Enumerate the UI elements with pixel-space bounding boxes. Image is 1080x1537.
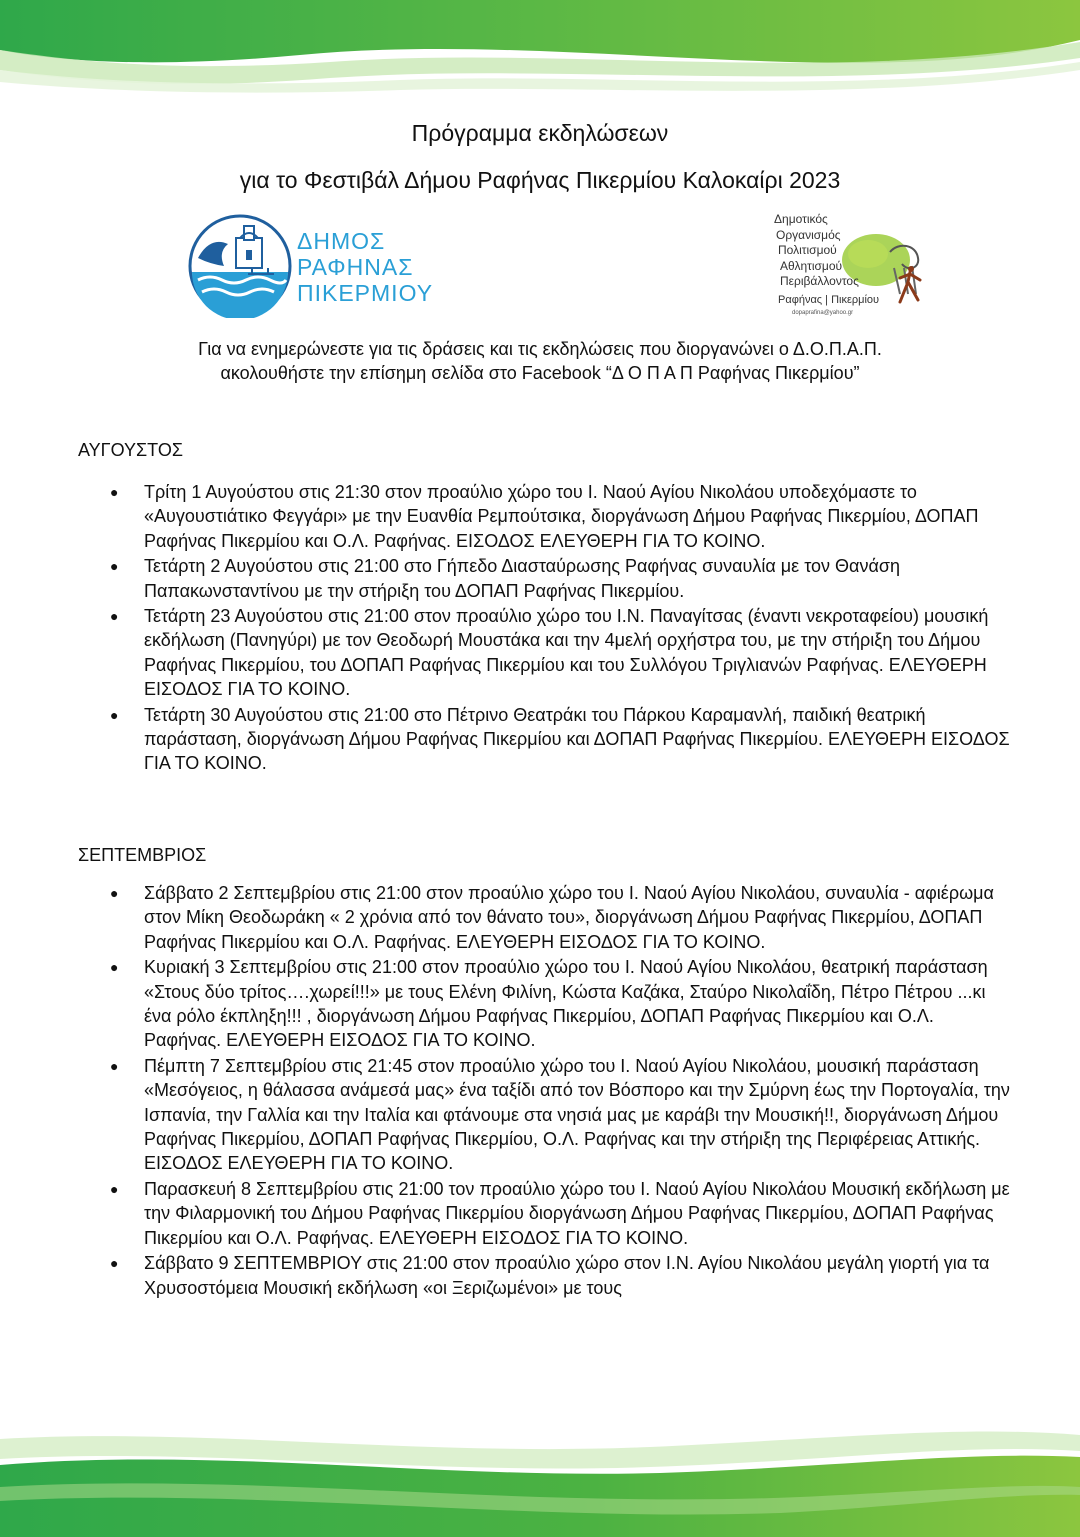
municipality-logo — [188, 212, 458, 322]
bullet-icon: ● — [110, 608, 119, 625]
dopap-town: Ραφήνας | Πικερμίου — [778, 294, 880, 306]
event-text: Τετάρτη 30 Αυγούστου στις 21:00 στο Πέτρινο Θεατράκι του Πάρκου Καραμανλή, παιδική θεατρική παράσταση, διοργάνωση Δήμου Ραφήνας Πικερμίου και ΔΟΠΑΠ Ραφήνας Πικερμίου. ΕΛΕΥΘΕΡΗ ΕΙΣΟΔΟΣ ΓΙΑ ΤΟ ΚΟΙΝΟ. — [144, 704, 1010, 774]
dopap-line: Δημοτικός — [774, 212, 828, 226]
page-title: Πρόγραμμα εκδηλώσεων — [411, 120, 669, 146]
municipality-name-line1: ΔΗΜΟΣ — [297, 228, 386, 254]
page-subtitle: για το Φεστιβάλ Δήμου Ραφήνας Πικερμίου Καλοκαίρι 2023 — [239, 167, 841, 193]
municipality-emblem-icon — [188, 214, 292, 318]
event-text: Τετάρτη 2 Αυγούστου στις 21:00 στο Γήπεδο Διασταύρωσης Ραφήνας συναυλία με τον Θανάση Παπακωνσταντίνου με την στήριξη του ΔΟΠΑΠ Ραφήνας Πικερμίου. — [144, 556, 900, 601]
event-text: Σάββατο 9 ΣΕΠΤΕΜΒΡΙΟΥ στις 21:00 στον προαύλιο χώρο στον Ι.Ν. Αγίου Νικολάου μεγάλη γιορτή για τα Χρυσοστόμεια Μουσική εκδήλωση «οι Ξεριζωμένοι» με τους — [144, 1253, 990, 1298]
event-text: Σάββατο 2 Σεπτεμβρίου στις 21:00 στον προαύλιο χώρο του Ι. Ναού Αγίου Νικολάου, συναυλία - αφιέρωμα στον Μίκη Θεοδωράκη « 2 χρόνια από τον θάνατο του», διοργάνωση Δήμου Ραφήνας Πικερμίου, ΔΟΠΑΠ Ραφήνας Πικερμίου και Ο.Λ. Ραφήνας. ΕΛΕΥΘΕΡΗ ΕΙΣΟΔΟΣ ΓΙΑ ΤΟ ΚΟΙΝΟ. — [144, 883, 994, 952]
bottom-wave-decoration — [0, 1417, 1080, 1537]
bullet-icon: ● — [110, 1057, 119, 1074]
event-item — [110, 1054, 1010, 1176]
top-wave-decoration — [0, 0, 1080, 100]
event-item — [110, 881, 1010, 954]
bullet-icon: ● — [110, 959, 119, 976]
dopap-line: Οργανισμός — [776, 227, 841, 242]
municipality-name-line2: ΡΑΦΗΝΑΣ — [297, 254, 414, 280]
municipality-name-line3: ΠΙΚΕΡΜΙΟΥ — [297, 280, 434, 306]
dopap-logo — [774, 206, 934, 322]
event-item — [110, 955, 1010, 1053]
event-text: Κυριακή 3 Σεπτεμβρίου στις 21:00 στον προαύλιο χώρο του Ι. Ναού Αγίου Νικολάου, θεατρική παράσταση «Στους δύο τρίτος….χωρεί!!!» με τους Ελένη Φιλίνη, Κώστα Καζάκα, Σταύρο Νικολαΐδη, Πέτρο Πέτρου ...κι ένα ρόλο έκπληξη!!! , διοργάνωση Δήμου Ραφήνας Πικερμίου, ΔΟΠΑΠ Ραφήνας Πικερμίου και Ο.Λ. Ραφήνας. ΕΛΕΥΘΕΡΗ ΕΙΣΟΔΟΣ ΓΙΑ ΤΟ ΚΟΙΝΟ. — [144, 957, 988, 1051]
dopap-name — [774, 212, 859, 290]
dopap-email: dopaprafina@yahoo.gr — [792, 310, 854, 316]
september-events-list — [110, 881, 1010, 1301]
event-item — [110, 480, 1010, 553]
dopap-line: Περιβάλλοντος — [780, 274, 859, 288]
august-events-list — [110, 480, 1010, 777]
dopap-line: Πολιτισμού — [778, 243, 837, 257]
event-item — [110, 1177, 1010, 1250]
bullet-icon: ● — [110, 885, 119, 901]
event-item — [110, 604, 1010, 702]
intro-line-2: ακολουθήστε την επίσημη σελίδα στο Facebook “Δ Ο Π Α Π Ραφήνας Πικερμίου” — [220, 363, 860, 383]
event-item — [110, 703, 1010, 776]
month-heading-september: ΣΕΠΤΕΜΒΡΙΟΣ — [78, 845, 207, 865]
event-item — [110, 554, 1010, 603]
bullet-icon: ● — [110, 1255, 119, 1272]
event-text: Τρίτη 1 Αυγούστου στις 21:30 στον προαύλιο χώρο του Ι. Ναού Αγίου Νικολάου υποδεχόμαστε το «Αυγουστιάτικο Φεγγάρι» με την Ευανθία Ρεμπούτσικα, διοργάνωση Δήμου Ραφήνας Πικερμίου, ΔΟΠΑΠ Ραφήνας Πικερμίου και Ο.Λ. Ραφήνας. ΕΙΣΟΔΟΣ ΕΛΕΥΘΕΡΗ ΓΙΑ ΤΟ ΚΟΙΝΟ. — [144, 482, 979, 551]
month-heading-august: ΑΥΓΟΥΣΤΟΣ — [78, 440, 183, 460]
intro-line-1: Για να ενημερώνεστε για τις δράσεις και τις εκδηλώσεις που διοργανώνει ο Δ.Ο.Π.Α.Π. — [198, 339, 882, 359]
event-text: Πέμπτη 7 Σεπτεμβρίου στις 21:45 στον προαύλιο χώρο του Ι. Ναού Αγίου Νικολάου, μουσική παράσταση «Μεσόγειος, η θάλασσα ανάμεσά μας» ένα ταξίδι από τον Βόσπορο και την Σμύρνη έως την Πορτογαλία, την Ισπανία, την Γαλλία και την Ιταλία και φτάνουμε στα νησιά μας με καράβι την Μουσική!!, διοργάνωση Δήμου Ραφήνας Πικερμίου, ΔΟΠΑΠ Ραφήνας Πικερμίου, Ο.Λ. Ραφήνας και την στήριξη της Περιφέρειας Αττικής. ΕΙΣΟΔΟΣ ΕΛΕΥΘΕΡΗ ΓΙΑ ΤΟ ΚΟΙΝΟ. — [144, 1055, 1010, 1174]
event-text: Παρασκευή 8 Σεπτεμβρίου στις 21:00 τον προαύλιο χώρο του Ι. Ναού Αγίου Νικολάου Μουσική εκδήλωση με την Φιλαρμονική του Δήμου Ραφήνας Πικερμίου διοργάνωση Δήμου Ραφήνας Πικερμίου, ΔΟΠΑΠ Ραφήνας Πικερμίου και Ο.Λ. Ραφήνας. ΕΛΕΥΘΕΡΗ ΕΙΣΟΔΟΣ ΓΙΑ ΤΟ ΚΟΙΝΟ. — [144, 1178, 1010, 1248]
bullet-icon: ● — [110, 484, 119, 500]
bullet-icon: ● — [110, 1180, 119, 1197]
bullet-icon: ● — [110, 706, 119, 723]
event-text: Τετάρτη 23 Αυγούστου στις 21:00 στον προαύλιο χώρο του Ι.Ν. Παναγίτσας (έναντι νεκροταφείου) μουσική εκδήλωση (Πανηγύρι) με τον Θεοδωρή Μουστάκα και την 4μελή ορχήστρα του, με την στήριξη του Δήμου Ραφήνας Πικερμίου, του ΔΟΠΑΠ Ραφήνας Πικερμίου και του Συλλόγου Τριγλιανών Ραφήνας. ΕΛΕΥΘΕΡΗ ΕΙΣΟΔΟΣ ΓΙΑ ΤΟ ΚΟΙΝΟ. — [144, 606, 989, 700]
dopap-line: Αθλητισμού — [780, 258, 843, 273]
bullet-icon: ● — [110, 558, 119, 575]
event-item — [110, 1251, 1010, 1300]
municipality-name — [297, 228, 433, 306]
